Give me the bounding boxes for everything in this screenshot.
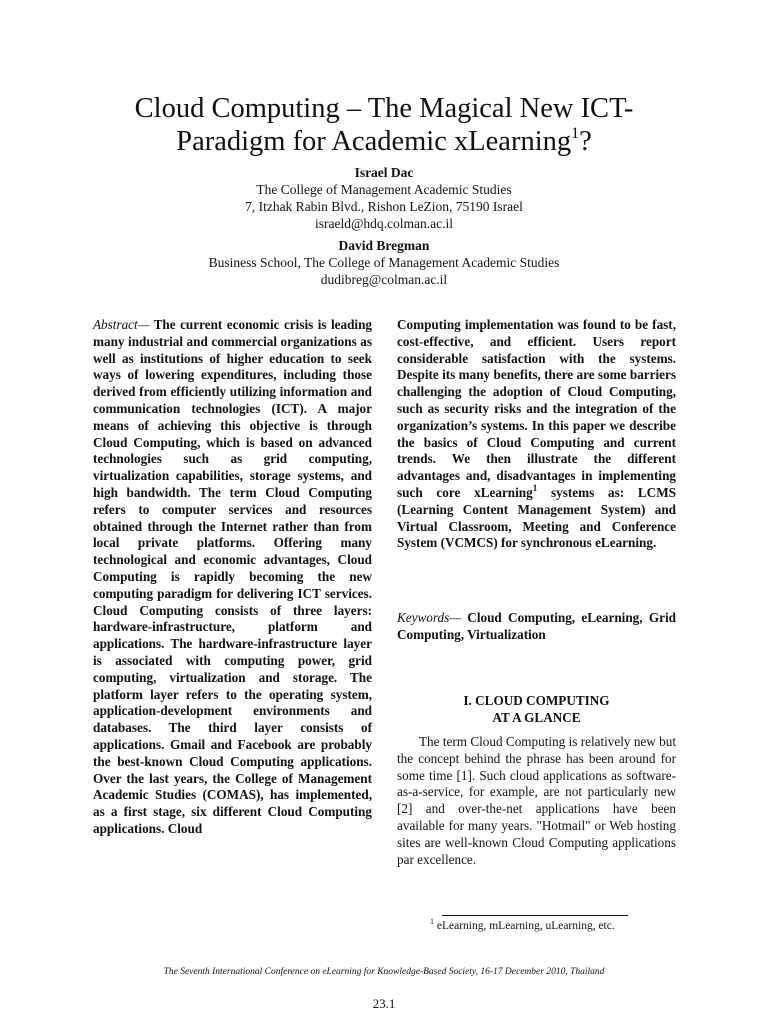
abstract-text-left: The current economic crisis is leading many industrial and commercial organizations as well as institutions of higher education to seek ways of lowering expenditures, including those derived from efficiently utilizing information and communication technologies (ICT). A major means of achieving this objective is through Cloud Computing, which is based on advanced technologies such as grid computing, virtualization capabilities, storage systems, and high bandwidth. The term Cloud Computing refers to computer services and resources obtained through the Internet rather than from local private platforms. Offering many technological and economic advantages, Cloud Computing is rapidly becoming the new computing paradigm for delivering ICT services. Cloud Computing consists of three layers: hardware-infrastructure, platform and applications. The hardware-infrastructure layer is associated with computing power, grid computing, virtualization and storage. The platform layer refers to the operating system, application-development environments and databases. The third layer consists of applications. Gmail and Facebook are probably the best-known Cloud Computing applications. Over the last years, the College of Management Academic Studies (COMAS), has implemented, as a first stage, six different Cloud Computing applications. Cloud: [93, 317, 372, 836]
conference-footer: The Seventh International Conference on eLearning for Knowledge-Based Society, 16-17 December 2010, Thailand: [163, 967, 605, 977]
right-column-abstract: [397, 317, 676, 552]
page-number: 23.1: [372, 996, 396, 1011]
keywords-paragraph: [397, 610, 676, 644]
author-affiliation: Business School, The College of Management Academic Studies: [208, 255, 560, 270]
title-line-1: Cloud Computing – The Magical New ICT-: [134, 93, 634, 124]
abstract-footnote-marker: 1: [532, 482, 538, 493]
left-column: [93, 317, 372, 838]
section-1: [397, 692, 676, 868]
keywords-block: [397, 610, 676, 644]
abstract-text-right-b: systems as: LCMS (Learning Content Management System) and Virtual Classroom, Meeting and Conference System (VCMCS) for synchronous eLearning.: [397, 484, 676, 551]
footnote: [430, 919, 710, 933]
footnote-divider: [442, 915, 628, 916]
abstract-text-right-a: Computing implementation was found to be fast, cost-effective, and efficient. Users report considerable satisfaction with the systems. Despite its many benefits, there are some barriers challenging the adoption of Cloud Computing, such as security risks and the integration of the organization’s systems. In this paper we describe the basics of Cloud Computing and current trends. We then illustrate the different advantages and, disadvantages in implementing such core xLearning: [397, 317, 676, 500]
keywords-lead: Keywords—: [397, 610, 461, 625]
author-address: 7, Itzhak Rabin Blvd., Rishon LeZion, 75190 Israel: [245, 199, 523, 214]
paper-title: [60, 92, 708, 158]
abstract-continuation: [397, 317, 676, 552]
section-heading-line-2: AT A GLANCE: [492, 710, 581, 725]
footnote-text: eLearning, mLearning, uLearning, etc.: [434, 920, 615, 932]
author-block-2: [60, 237, 708, 288]
section-1-paragraph: The term Cloud Computing is relatively new but the concept behind the phrase has been around for some time [1]. Such cloud applications as software-as-a-service, for example, are not particularly new [2] and over-the-net applications have been available for many years. "Hotmail" or Web hosting sites are well-known Cloud Computing applications par excellence.: [397, 734, 676, 867]
title-footnote-marker: 1: [571, 125, 580, 142]
author-affiliation: The College of Management Academic Studies: [256, 182, 512, 197]
abstract-lead: Abstract—: [93, 317, 150, 332]
title-line-2: Paradigm for Academic xLearning: [176, 126, 572, 157]
author-name: Israel Dac: [354, 165, 414, 180]
title-question-mark: ?: [579, 126, 592, 157]
author-name: David Bregman: [338, 238, 430, 253]
section-heading-line-1: I. CLOUD COMPUTING: [463, 693, 610, 708]
author-email: israeld@hdq.colman.ac.il: [314, 216, 453, 231]
author-block-1: [60, 164, 708, 232]
section-heading: [397, 692, 676, 726]
abstract-paragraph: [93, 317, 372, 838]
keywords-text: Cloud Computing, eLearning, Grid Computing, Virtualization: [397, 610, 676, 642]
author-email: dudibreg@colman.ac.il: [320, 272, 448, 287]
footnote-marker: 1: [430, 917, 434, 926]
